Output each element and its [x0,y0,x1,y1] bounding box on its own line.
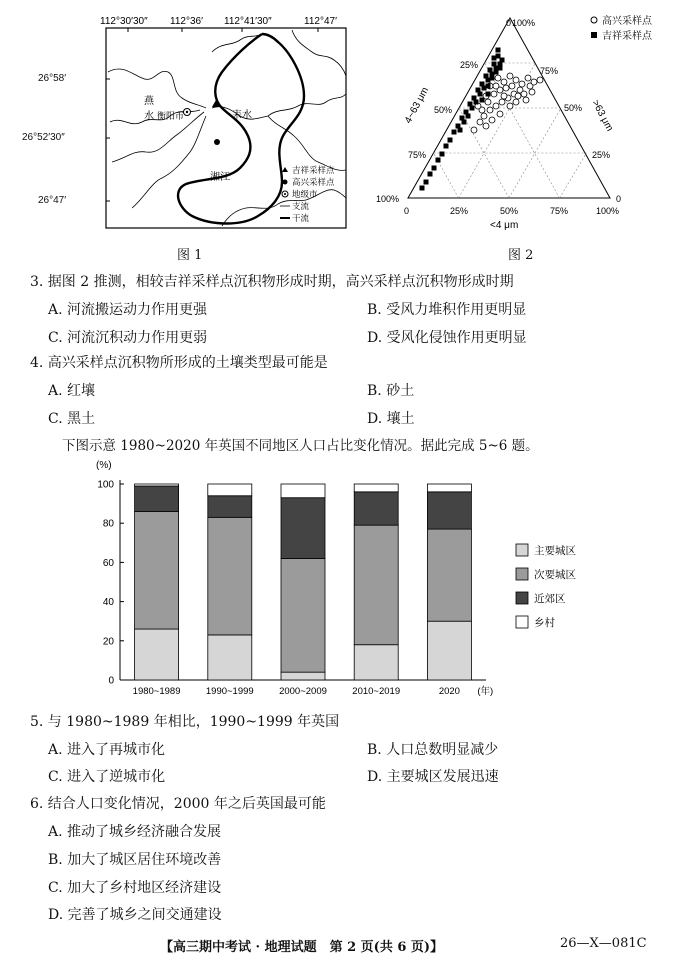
svg-text:100%: 100% [376,194,400,204]
gaoxing-point [495,75,501,81]
q5-option-d[interactable]: D. 主要城区发展迅速 [367,769,499,785]
jixiang-point [486,84,491,89]
gaoxing-point [501,79,507,85]
bottom-axis-label: <4 μm [490,220,519,231]
jixiang-point [498,66,503,71]
jixiang-point [478,92,483,97]
q5-option-b[interactable]: B. 人口总数明显减少 [367,742,499,758]
q4-stem: 4. 高兴采样点沉积物所形成的土壤类型最可能是 [30,355,328,371]
svg-text:50%: 50% [564,103,583,113]
svg-text:25%: 25% [450,206,469,216]
gaoxing-point [521,91,527,97]
gaoxing-point [493,103,499,109]
xiang-river-label: 湘江 [210,172,230,183]
gaoxing-point [509,83,515,89]
lei-river-label: 耒水 [232,110,252,121]
svg-text:0: 0 [506,18,512,28]
stacked-bar-chart [86,458,576,704]
q4-option-b[interactable]: B. 砂土 [367,383,415,399]
legend-swatch [516,616,528,628]
jixiang-point [462,120,467,125]
chart-container [86,458,576,704]
legend-label: 近郊区 [534,593,566,605]
footer-code: 26—X—081C [560,936,647,951]
svg-text:地级市: 地级市 [292,189,318,199]
q4-option-d[interactable]: D. 壤土 [367,411,415,427]
gaoxing-point [507,73,513,79]
map-legend [280,165,335,223]
jixiang-point [440,152,445,157]
gaoxing-point [471,127,477,133]
jixiang-point [500,58,505,63]
svg-text:100%: 100% [596,206,620,216]
jixiang-point [490,76,495,81]
q3-option-d[interactable]: D. 受风化侵蚀作用更明显 [367,330,527,346]
svg-text:25%: 25% [592,150,611,160]
map-svg [72,12,362,244]
jixiang-point [432,166,437,171]
gaoxing-point [489,117,495,123]
lon-tick-2: 112°36′ [170,16,203,27]
gaoxing-point [507,103,513,109]
q4-option-c[interactable]: C. 黑土 [48,411,96,427]
legend-swatch [516,568,528,580]
lon-tick-3: 112°41′30″ [224,16,272,27]
yan-river-label-1: 燕 [144,96,154,107]
y-tick-label: 80 [102,518,114,530]
jixiang-point [428,172,433,177]
jixiang-point [486,92,491,97]
legend-swatch [516,544,528,556]
legend-label: 次要城区 [534,569,576,581]
q3-stem: 3. 据图 2 推测，相较吉祥采样点沉积物形成时期，高兴采样点沉积物形成时期 [30,274,514,290]
right-axis-label: >63 μm [589,98,615,134]
lat-tick-3: 26°47′ [38,195,67,206]
bar-segment [427,492,471,529]
q6-option-c[interactable]: C. 加大了乡村地区经济建设 [48,880,222,896]
y-tick-label: 100 [97,479,114,491]
svg-text:75%: 75% [408,150,427,160]
jixiang-point [420,186,425,191]
x-tick-label: 2000~2009 [279,686,327,697]
bar-segment [281,484,325,498]
bar-segment [427,529,471,621]
y-tick-label: 20 [102,636,114,648]
figure-2-caption: 图 2 [508,248,534,263]
q5-stem: 5. 与 1980~1989 年相比，1990~1999 年英国 [30,714,340,730]
svg-text:0: 0 [616,194,622,204]
svg-text:50%: 50% [500,206,519,216]
jixiang-point [492,56,497,61]
jixiang-point [424,180,429,185]
lat-tick-2: 26°52′30″ [22,132,65,143]
gaoxing-point [519,81,525,87]
jixiang-point [480,98,485,103]
gaoxing-point [497,111,503,117]
bar-segment [281,558,325,672]
bar-segment [135,486,179,511]
svg-text:支流: 支流 [292,201,310,211]
x-tick-label: 2020 [438,686,460,697]
q3-option-b[interactable]: B. 受风力堆积作用更明显 [367,302,527,318]
svg-text:75%: 75% [540,66,559,76]
gaoxing-point [491,91,497,97]
bar-segment [354,484,398,492]
lon-tick-1: 112°30′30″ [100,16,148,27]
q5-option-a[interactable]: A. 进入了再城市化 [48,742,166,758]
gaoxing-sample-marker [214,139,220,145]
gaoxing-point [487,107,493,113]
legend-swatch [516,592,528,604]
x-tick-label: 1990~1999 [205,686,254,697]
svg-text:吉祥采样点: 吉祥采样点 [292,165,335,175]
gaoxing-point [513,77,519,83]
y-tick-label: 40 [102,597,114,609]
svg-text:干流: 干流 [292,213,310,223]
y-tick-label: 0 [108,675,114,687]
jixiang-point [470,106,475,111]
bar-segment [135,484,179,486]
jixiang-point [436,158,441,163]
gaoxing-point [515,93,521,99]
q6-stem: 6. 结合人口变化情况，2000 年之后英国最可能 [30,796,326,812]
bar-segment [135,511,179,629]
bar-segment [208,517,252,635]
bar-segment [354,492,398,525]
jixiang-point [452,130,457,135]
figure-2-ternary [370,6,670,236]
gaoxing-point [523,97,529,103]
chart-intro: 下图示意 1980~2020 年英国不同地区人口占比变化情况。据此完成 5~6 题。 [62,438,539,454]
q5-option-c[interactable]: C. 进入了逆城市化 [48,769,166,785]
svg-text:50%: 50% [434,105,453,115]
gaoxing-point [529,89,535,95]
q6-option-a[interactable]: A. 推动了城乡经济融合发展 [48,824,222,840]
hengyang-label: 衡阳市 [157,111,185,121]
gaoxing-point [481,113,487,119]
jixiang-point [448,138,453,143]
gaoxing-point [525,75,531,81]
q4-option-a[interactable]: A. 红壤 [48,383,96,399]
figure-1-map [72,12,362,244]
gaoxing-point [493,83,499,89]
gaoxing-point [477,119,483,125]
bar-segment [208,496,252,518]
jixiang-point [444,144,449,149]
q6-option-d[interactable]: D. 完善了城乡之间交通建设 [48,907,222,923]
y-tick-label: 60 [102,557,114,569]
bar-segment [135,629,179,680]
svg-text:100%: 100% [512,18,536,28]
gaoxing-point [513,99,519,105]
yan-river-label-2: 水 [144,111,154,122]
x-tick-label: 2010~2019 [352,686,401,697]
x-tick-label: 1980~1989 [132,686,181,697]
gaoxing-point [485,99,491,105]
q6-option-b[interactable]: B. 加大了城区居住环境改善 [48,852,222,868]
gaoxing-point [531,79,537,85]
left-axis-label: 4~63 μm [402,85,432,126]
figure-1-caption: 图 1 [177,248,203,263]
bar-segment [427,484,471,492]
svg-text:吉祥采样点: 吉祥采样点 [602,31,652,42]
q3-option-a[interactable]: A. 河流搬运动力作用更强 [48,302,208,318]
bar-segment [281,672,325,680]
svg-text:25%: 25% [460,60,479,70]
gaoxing-point [499,99,505,105]
gaoxing-point [503,85,509,91]
bar-segment [354,645,398,680]
bar-segment [208,635,252,680]
legend-label: 主要城区 [534,545,576,557]
gaoxing-point [537,77,543,83]
bar-segment [281,498,325,559]
jixiang-point [466,114,471,119]
jixiang-point [474,100,479,105]
jixiang-point [458,128,463,133]
x-unit-label: (年) [477,686,494,697]
ternary-svg [370,6,670,236]
gaoxing-point [501,93,507,99]
lat-tick-1: 26°58′ [38,73,67,84]
svg-text:0: 0 [404,206,410,216]
footer-title: 【高三期中考试 · 地理试题 第 2 页(共 6 页)】 [160,940,444,955]
bar-segment [208,484,252,496]
bar-segment [354,525,398,645]
gaoxing-point [483,123,489,129]
svg-text:75%: 75% [550,206,569,216]
q3-option-c[interactable]: C. 河流沉积动力作用更弱 [48,330,208,346]
svg-text:高兴采样点: 高兴采样点 [292,177,335,187]
svg-text:高兴采样点: 高兴采样点 [602,16,652,27]
chart-ylabel: (%) [96,460,112,471]
legend-label: 乡村 [534,617,555,629]
jixiang-point [496,48,501,53]
lon-tick-4: 112°47′ [304,16,337,27]
bar-segment [427,621,471,680]
